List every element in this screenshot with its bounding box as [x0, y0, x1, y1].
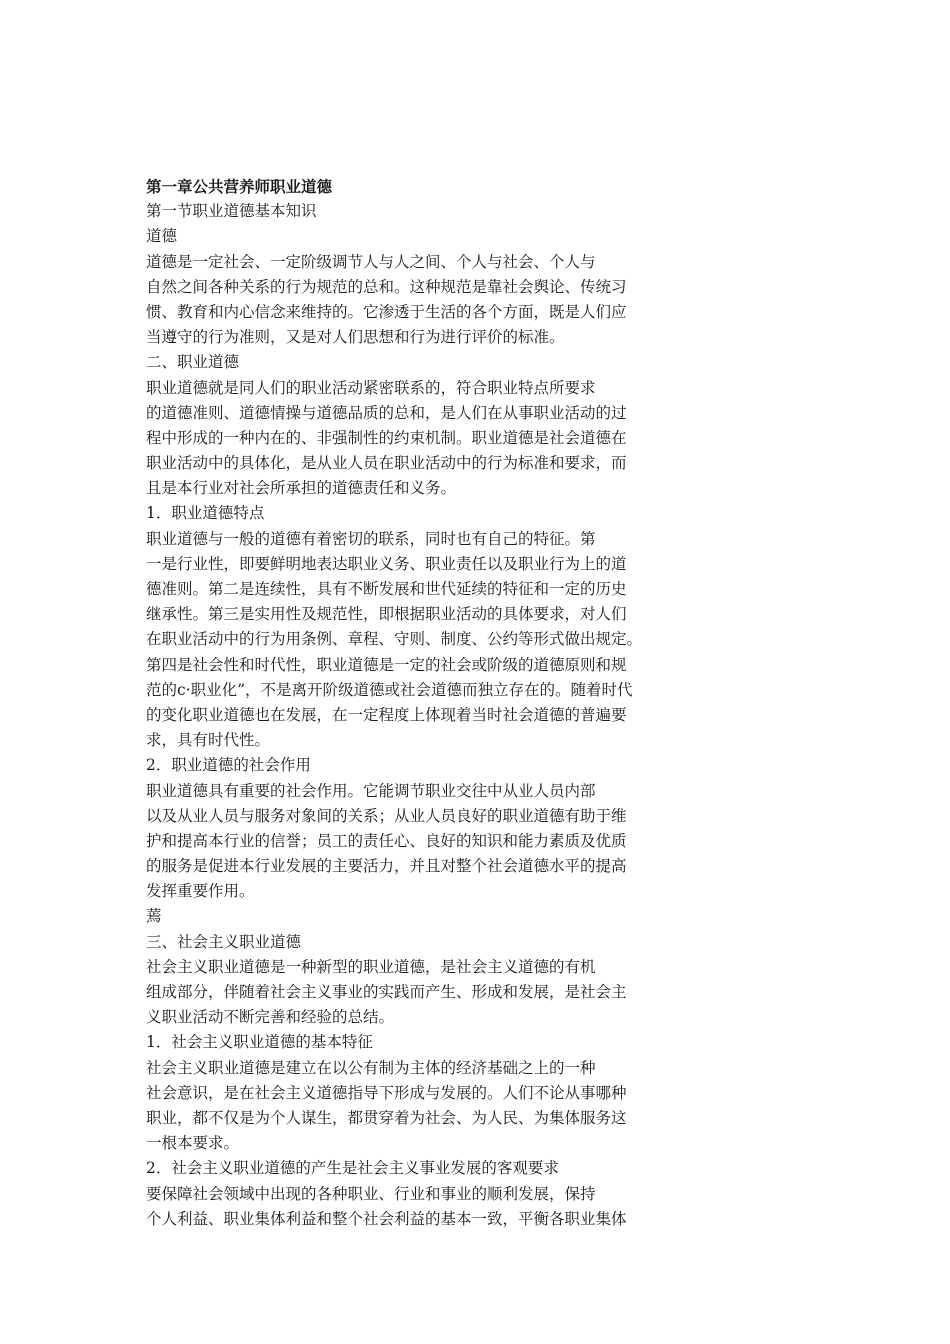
text-line: 社会主义职业道德是一种新型的职业道德，是社会主义道德的有机 [146, 957, 596, 976]
text-line: 三、社会主义职业道德 [146, 932, 302, 951]
text-line: 德准则。第二是连续性，具有不断发展和世代延续的特征和一定的历史 [146, 580, 627, 598]
text-line: 1．职业道德特点 [146, 504, 265, 523]
text-line: 1．社会主义职业道德的基本特征 [146, 1033, 373, 1052]
text-line: 社会意识，是在社会主义道德指导下形成与发展的。人们不论从事哪种 [146, 1083, 627, 1102]
text-line: 职业活动中的具体化，是从业人员在职业活动中的行为标准和要求，而 [146, 454, 627, 473]
text-line: 要保障社会领域中出现的各种职业、行业和事业的顺利发展，保持 [146, 1184, 596, 1203]
text-line: 个人利益、职业集体利益和整个社会利益的基本一致，平衡各职业集体 [146, 1209, 627, 1228]
text-line: 自然之间各种关系的行为规范的总和。这种规范是靠社会舆论、传统习 [146, 277, 627, 296]
text-line: 惯、教育和内心信念来维持的。它渗透于生活的各个方面，既是人们应 [146, 302, 627, 321]
text-line: 一是行业性，即要鲜明地表达职业义务、职业责任以及职业行为上的道 [146, 554, 627, 573]
text-line: 第一节职业道德基本知识 [146, 202, 317, 221]
text-line: 求，具有时代性。 [146, 731, 271, 750]
text-line: 职业道德就是同人们的职业活动紧密联系的，符合职业特点所要求 [146, 378, 596, 397]
text-line: 2．职业道德的社会作用 [146, 756, 311, 775]
text-line: 以及从业人员与服务对象间的关系；从业人员良好的职业道德有助于维 [146, 806, 627, 825]
text-line: 程中形成的一种内在的、非强制性的约束机制。职业道德是社会道德在 [146, 428, 627, 447]
text-line: 的道德准则、道德情操与道德品质的总和，是人们在从事职业活动的过 [146, 403, 627, 422]
text-line: 的变化职业道德也在发展，在一定程度上体现着当时社会道德的普遍要 [146, 705, 627, 724]
text-line: 的服务是促进本行业发展的主要活力，并且对整个社会道德水平的提高 [146, 857, 627, 876]
text-line: 第四是社会性和时代性，职业道德是一定的社会或阶级的道德原则和规 [146, 655, 627, 674]
text-line: 护和提高本行业的信誉；员工的责任心、良好的知识和能力素质及优质 [146, 831, 627, 850]
text-line: 社会主义职业道德是建立在以公有制为主体的经济基础之上的一种 [146, 1058, 596, 1077]
text-line: 在职业活动中的行为用条例、章程、守则、制度、公约等形式做出规定。 [146, 630, 643, 649]
text-line: 二、职业道德 [146, 353, 240, 372]
text-line: 继承性。第三是实用性及规范性，即根据职业活动的具体要求，对人们 [146, 605, 627, 624]
text-line: 当遵守的行为准则，又是对人们思想和行为进行评价的标准。 [146, 328, 565, 347]
text-line: 且是本行业对社会所承担的道德责任和义务。 [146, 479, 457, 498]
text-line: 职业，都不仅是为个人谋生，都贯穿着为社会、为人民、为集体服务这 [146, 1108, 627, 1127]
text-line: 义职业活动不断完善和经验的总结。 [146, 1008, 395, 1027]
text-line: 一根本要求。 [146, 1134, 240, 1153]
text-line: 2．社会主义职业道德的产生是社会主义事业发展的客观要求 [146, 1159, 559, 1178]
text-line: 道德 [146, 227, 178, 246]
text-line: 道德是一定社会、一定阶级调节人与人之间、个人与社会、个人与 [146, 252, 596, 271]
text-line: 发挥重要作用。 [146, 882, 255, 901]
text-line: 职业道德具有重要的社会作用。它能调节职业交往中从业人员内部 [146, 781, 596, 800]
chapter-title: 第一章公共营养师职业道德 [146, 177, 333, 196]
text-line: 职业道德与一般的道德有着密切的联系，同时也有自己的特征。第 [146, 529, 596, 548]
text-line: 组成部分，伴随着社会主义事业的实践而产生、形成和发展，是社会主 [146, 983, 627, 1001]
text-line: 范的c·职业化”，不是离开阶级道德或社会道德而独立存在的。随着时代 [146, 680, 633, 699]
document-body [146, 174, 686, 1232]
text-line: 蔫 [146, 907, 162, 926]
